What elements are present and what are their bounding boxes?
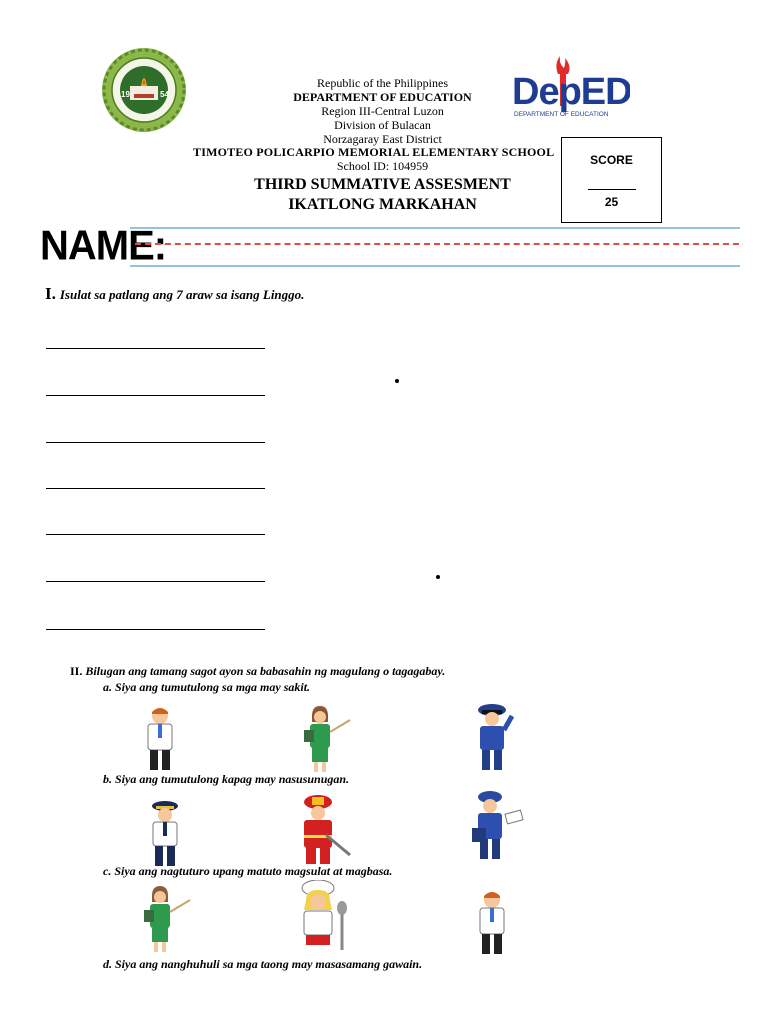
deped-logo <box>510 52 630 122</box>
header-region: Region III-Central Luzon <box>321 104 444 118</box>
seal-year-right: 54 <box>160 90 169 99</box>
answer-line-5[interactable] <box>46 534 265 535</box>
page-title: THIRD SUMMATIVE ASSESMENT <box>254 176 511 193</box>
name-label: NAME: <box>40 222 167 270</box>
part2-instruction-text: Bilugan ang tamang sagot ayon sa babasahin ng magulang o tagagabay. <box>85 664 446 678</box>
doctor-icon[interactable] <box>138 706 182 779</box>
score-total: 25 <box>604 195 619 209</box>
header-school-id: School ID: 104959 <box>336 159 429 173</box>
page-subtitle: IKATLONG MARKAHAN <box>288 196 477 213</box>
answer-line-1[interactable] <box>46 348 265 349</box>
part1-instruction-text: Isulat sa patlang ang 7 araw sa isang Linggo. <box>59 287 305 302</box>
name-bottom-guide-line <box>130 265 740 267</box>
header-department: DEPARTMENT OF EDUCATION <box>293 90 472 104</box>
doctor-icon[interactable] <box>470 890 514 963</box>
score-box <box>561 137 662 223</box>
teacher-icon[interactable] <box>140 886 194 959</box>
question-d: d. Siya ang nanghuhuli sa mga taong may masasamang gawain. <box>103 957 423 971</box>
name-writing-field[interactable] <box>135 243 739 245</box>
answer-line-3[interactable] <box>46 442 265 443</box>
header-republic: Republic of the Philippines <box>317 76 448 90</box>
part2-instruction <box>70 664 445 679</box>
part1-number: I. <box>45 284 56 303</box>
question-a: a. Siya ang tumutulong sa mga may sakit. <box>103 680 311 694</box>
school-seal-logo <box>96 47 192 133</box>
header-division: Division of Bulacan <box>334 118 431 132</box>
question-c: c. Siya ang nagtuturo upang matuto magsulat at magbasa. <box>103 864 393 878</box>
answer-line-6[interactable] <box>46 581 265 582</box>
answer-line-4[interactable] <box>46 488 265 489</box>
name-top-guide-line <box>130 227 740 229</box>
header-district: Norzagaray East District <box>323 132 442 146</box>
bullet-dot <box>395 379 399 383</box>
answer-line-2[interactable] <box>46 395 265 396</box>
answer-line-7[interactable] <box>46 629 265 630</box>
part2-number: II. <box>70 664 83 678</box>
teacher-icon[interactable] <box>300 706 354 779</box>
part1-instruction <box>45 284 304 304</box>
score-label: SCORE <box>590 153 633 167</box>
seal-year-left: 19 <box>121 90 130 99</box>
question-b: b. Siya ang tumutulong kapag may nasusunugan. <box>103 772 350 786</box>
bullet-dot <box>436 575 440 579</box>
firefighter-icon[interactable] <box>296 795 356 872</box>
header-school-name: TIMOTEO POLICARPIO MEMORIAL ELEMENTARY SCHOOL <box>193 145 555 159</box>
score-blank-line <box>588 189 636 190</box>
mail-carrier-icon[interactable] <box>468 790 528 869</box>
chef-icon[interactable] <box>292 880 356 959</box>
deped-tagline: DEPARTMENT OF EDUCATION <box>514 111 609 118</box>
police-icon[interactable] <box>470 704 520 779</box>
deped-wordmark: DepED <box>512 71 630 113</box>
